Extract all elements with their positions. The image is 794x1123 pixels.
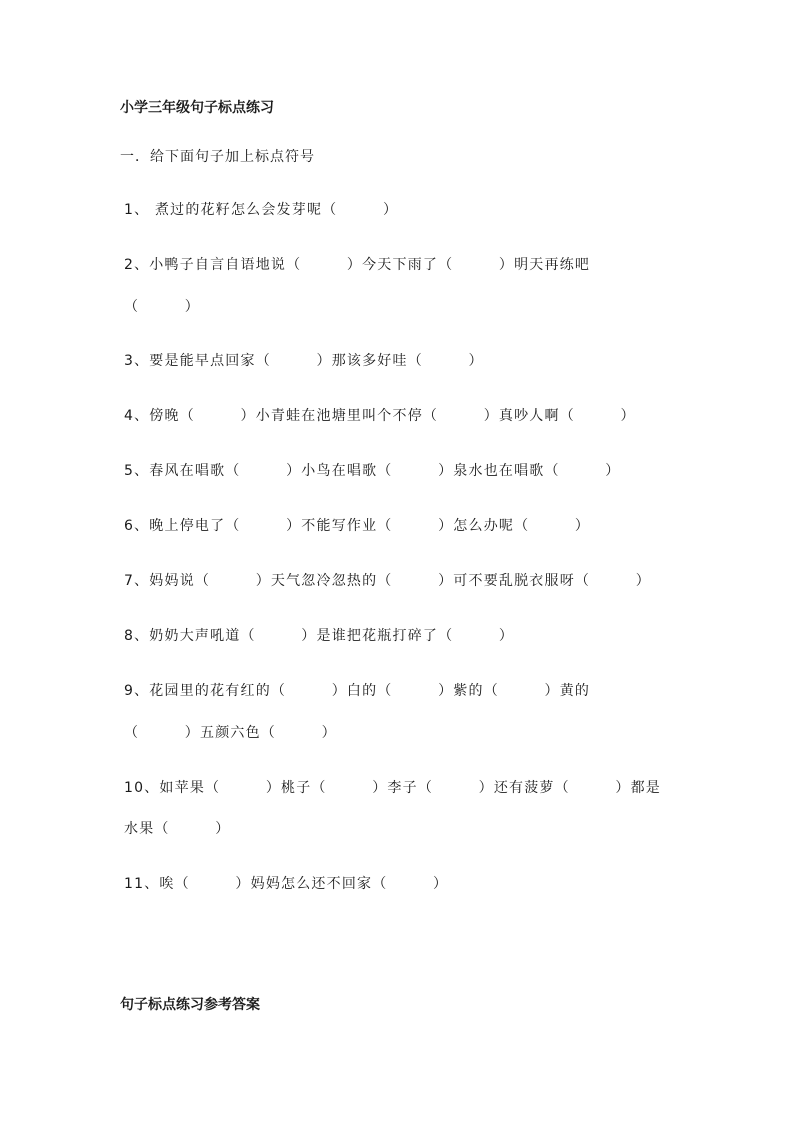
exercise-line-3: 3、要是能早点回家（ ）那该多好哇（ ） bbox=[124, 353, 484, 369]
exercise-line-6: 6、晚上停电了（ ）不能写作业（ ）怎么办呢（ ） bbox=[124, 518, 591, 534]
exercise-line-9: 9、花园里的花有红的（ ）白的（ ）紫的（ ）黄的 bbox=[124, 683, 591, 699]
exercise-line-9-cont: （ ）五颜六色（ ） bbox=[124, 725, 337, 741]
exercise-line-4: 4、傍晚（ ）小青蛙在池塘里叫个不停（ ）真吵人啊（ ） bbox=[124, 408, 636, 424]
answer-key-title: 句子标点练习参考答案 bbox=[120, 997, 260, 1013]
exercise-line-1: 1、 煮过的花籽怎么会发芽呢（ ） bbox=[124, 202, 399, 218]
worksheet-title: 小学三年级句子标点练习 bbox=[120, 100, 274, 116]
exercise-line-11: 11、唉（ ）妈妈怎么还不回家（ ） bbox=[124, 876, 449, 892]
section-heading: 一．给下面句子加上标点符号 bbox=[120, 149, 315, 165]
exercise-line-10-cont: 水果（ ） bbox=[124, 821, 231, 837]
exercise-line-10: 10、如苹果（ ）桃子（ ）李子（ ）还有菠萝（ ）都是 bbox=[124, 780, 662, 796]
exercise-line-2: 2、小鸭子自言自语地说（ ）今天下雨了（ ）明天再练吧 bbox=[124, 257, 591, 273]
exercise-line-2-cont: （ ） bbox=[124, 299, 200, 315]
exercise-line-7: 7、妈妈说（ ）天气忽冷忽热的（ ）可不要乱脱衣服呀（ ） bbox=[124, 573, 651, 589]
exercise-line-5: 5、春风在唱歌（ ）小鸟在唱歌（ ）泉水也在唱歌（ ） bbox=[124, 463, 621, 479]
exercise-line-8: 8、奶奶大声吼道（ ）是谁把花瓶打碎了（ ） bbox=[124, 628, 515, 644]
